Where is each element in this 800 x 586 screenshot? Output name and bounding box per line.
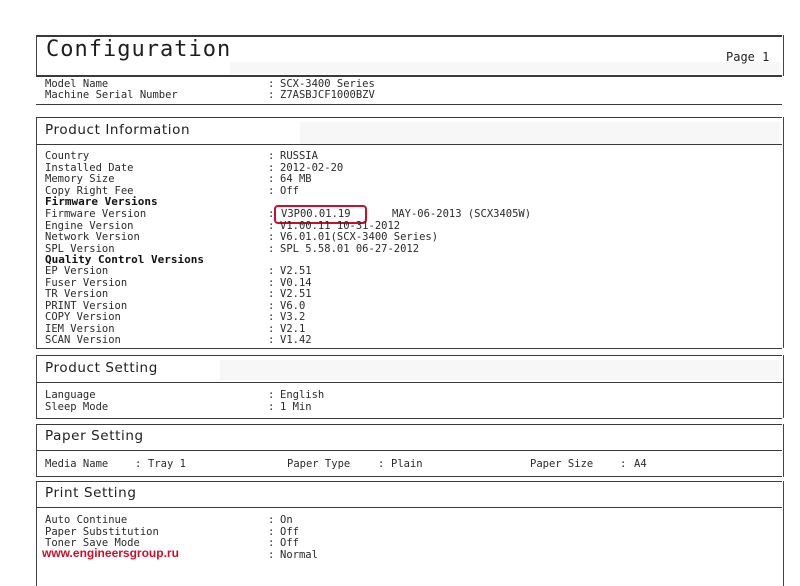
row-value: V2.1 [280, 322, 306, 335]
row-value: Off [280, 184, 299, 197]
rule [36, 117, 782, 118]
row-value: 64 MB [280, 173, 312, 185]
section-title-product-setting: Product Setting [45, 360, 158, 376]
firmware-version-date: MAY-06-2013 (SCX3405W) [392, 208, 532, 220]
row-value: Off [280, 537, 299, 549]
section-title-print-setting: Print Setting [45, 485, 137, 501]
row-value: V1.00.11 10-31-2012 [280, 219, 401, 232]
rule [36, 382, 782, 383]
info-row-ep-version: EP Version : V2.51 [45, 265, 312, 277]
info-row-serial: Machine Serial Number : Z7ASBJCF1000BZV [45, 89, 375, 101]
row-label: Model Name [45, 78, 109, 90]
row-value: SCX-3400 Series [280, 78, 375, 90]
firmware-version-value: V3P00.01.19 [281, 208, 351, 220]
section-title-product-information: Product Information [45, 122, 191, 138]
info-row-firmware-version [45, 209, 268, 220]
info-row-toner-save-mode: Toner Save Mode : Off [45, 537, 299, 549]
row-value: 2012-02-20 [280, 161, 344, 174]
header-bottom-rule [36, 75, 782, 77]
info-row-copy-version: COPY Version : V3.2 [45, 311, 306, 323]
row-label: Fuser Version [45, 276, 128, 289]
info-row-spl-version: SPL Version : SPL 5.58.01 06-27-2012 [45, 242, 420, 255]
media-name-colon: : [135, 458, 142, 470]
row-label: Machine Serial Number [45, 89, 178, 101]
watermark-link[interactable]: www.engineersgroup.ru [42, 546, 179, 560]
rule [36, 507, 782, 508]
paper-type-label: Paper Type [287, 458, 351, 470]
rule [36, 450, 782, 451]
rule [36, 348, 782, 349]
row-label: Sleep Mode [45, 400, 109, 413]
row-value: V1.42 [280, 334, 312, 346]
row-value: V6.0 [280, 299, 306, 312]
rule [36, 104, 782, 105]
info-row-installed-date: Installed Date : 2012-02-20 [45, 161, 344, 174]
info-row-darkness: : Normal [268, 548, 318, 561]
info-row-language: Language : English [45, 389, 325, 401]
row-value: V6.01.01(SCX-3400 Series) [280, 231, 439, 243]
row-label: Network Version [45, 231, 140, 243]
row-value: RUSSIA [280, 150, 318, 162]
row-label: Engine Version [45, 219, 134, 232]
row-value: SPL 5.58.01 06-27-2012 [280, 242, 420, 255]
row-value: V3.2 [280, 311, 306, 323]
row-label: Paper Substitution [45, 525, 159, 538]
row-label: PRINT Version [45, 299, 128, 312]
row-value: Off [280, 525, 299, 538]
info-row-paper-substitution: Paper Substitution : Off [45, 525, 299, 538]
row-label: EP Version [45, 265, 109, 277]
info-row-engine-version: Engine Version : V1.00.11 10-31-2012 [45, 219, 401, 232]
row-value: On [280, 514, 293, 526]
row-colon: : [268, 208, 275, 220]
paper-type-value: Plain [391, 458, 423, 470]
row-value: V2.51 [280, 288, 312, 300]
paper-size-value: A4 [634, 458, 647, 470]
paper-size-label: Paper Size [530, 458, 594, 470]
info-row-copy-right-fee: Copy Right Fee : Off [45, 184, 299, 197]
info-row-tr-version: TR Version : V2.51 [45, 288, 312, 300]
row-value: English [280, 389, 325, 401]
rule [36, 424, 782, 425]
row-label: SCAN Version [45, 334, 121, 346]
media-name-value: Tray 1 [148, 458, 186, 470]
row-label: Toner Save Mode [45, 537, 140, 549]
row-label: Language [45, 389, 96, 401]
row-label: Country [45, 150, 90, 162]
row-value: 1 Min [280, 400, 312, 413]
rule [36, 418, 782, 419]
row-label: Firmware Version [45, 208, 147, 220]
row-value: V0.14 [280, 276, 312, 289]
row-label: Installed Date [45, 161, 134, 174]
info-row-country: Country : RUSSIA [45, 150, 318, 162]
info-row-print-version: PRINT Version : V6.0 [45, 299, 306, 312]
row-label: Auto Continue [45, 514, 128, 526]
info-row-scan-version: SCAN Version : V1.42 [45, 334, 312, 346]
info-row-memory-size: Memory Size : 64 MB [45, 173, 312, 185]
section-title-paper-setting: Paper Setting [45, 428, 144, 444]
paper-type-colon: : [378, 458, 385, 470]
row-value: Normal [280, 548, 318, 561]
info-row-fuser-version: Fuser Version : V0.14 [45, 276, 312, 289]
info-row-auto-continue: Auto Continue : On [45, 514, 293, 526]
media-name-label: Media Name [45, 458, 109, 470]
row-label: Memory Size [45, 173, 115, 185]
info-row-sleep-mode: Sleep Mode : 1 Min [45, 400, 312, 413]
row-label: Copy Right Fee [45, 184, 134, 197]
page-number: Page 1 [726, 50, 770, 64]
quality-control-versions-heading: Quality Control Versions [45, 252, 204, 266]
rule [36, 481, 782, 482]
info-row-network-version: Network Version : V6.01.01(SCX-3400 Series) [45, 231, 439, 243]
row-value: Z7ASBJCF1000BZV [280, 89, 375, 101]
rule [36, 355, 782, 356]
page-title: Configuration [46, 37, 232, 62]
info-row-model: Model Name : SCX-3400 Series [45, 78, 375, 90]
info-row-iem-version: IEM Version : V2.1 [45, 322, 306, 335]
row-value: V2.51 [280, 265, 312, 277]
paper-size-colon: : [620, 458, 627, 470]
row-label: SPL Version [45, 242, 115, 255]
row-label: IEM Version [45, 322, 115, 335]
rule [36, 476, 782, 477]
rule [36, 144, 782, 145]
row-label: TR Version [45, 288, 109, 300]
firmware-versions-heading: Firmware Versions [45, 195, 158, 208]
row-label: COPY Version [45, 311, 121, 323]
